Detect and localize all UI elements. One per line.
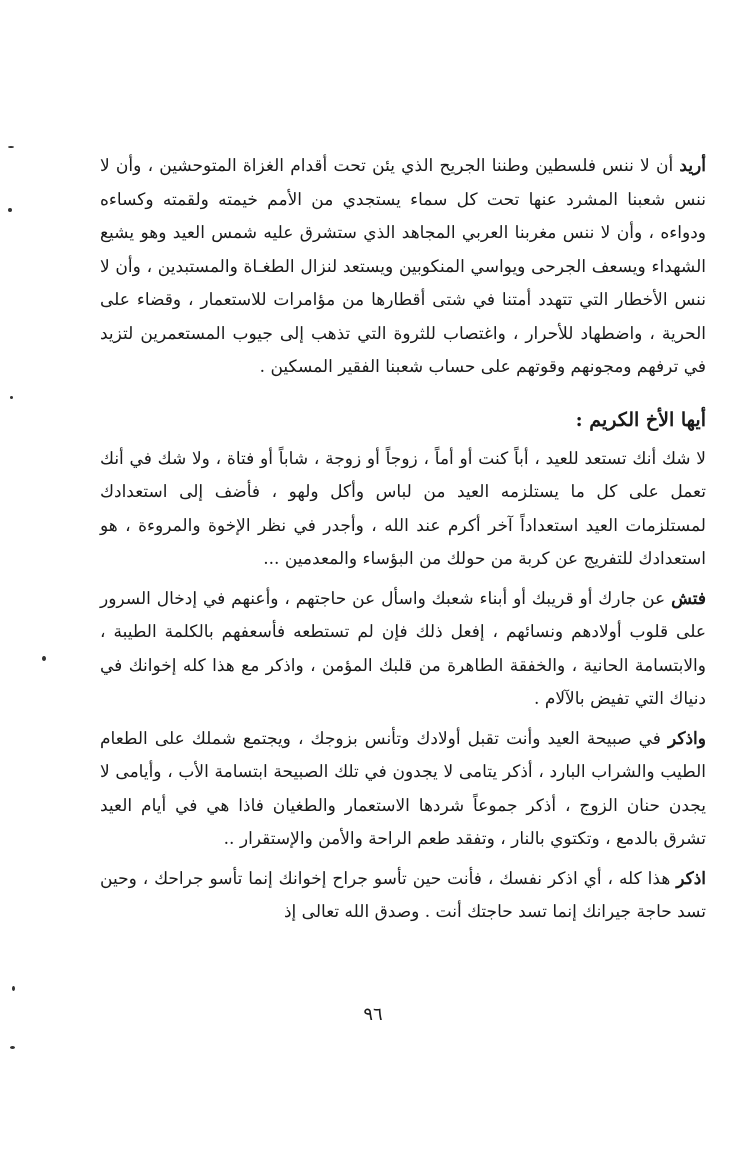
paragraph-5 <box>100 863 706 930</box>
paragraph-3-lead-word: فتش <box>671 588 706 609</box>
margin-speck-6 <box>10 1046 15 1049</box>
paragraph-4-lead-word: واذكر <box>668 728 706 749</box>
paragraph-1 <box>100 150 706 385</box>
paragraph-5-text: هذا كله ، أي اذكر نفسك ، فأنت حين تأسو جراح إخوانك إنما تأسو جراحك ، وحين تسد حاجة جيرانك إنما تسد حاجتك أنت . وصدق الله تعالى إذ <box>100 868 706 922</box>
paragraph-1-lead-word: أريد <box>679 156 706 176</box>
margin-speck-4 <box>42 656 46 661</box>
paragraph-5-lead-word: اذكر <box>676 868 706 889</box>
page-number: ٩٦ <box>363 1004 383 1025</box>
body-text <box>100 150 706 930</box>
paragraph-4 <box>100 723 706 857</box>
margin-speck-1 <box>8 146 14 148</box>
paragraph-1-text: أن لا ننس فلسطين وطننا الجريح الذي يئن تحت أقدام الغزاة المتوحشين ، وأن لا ننس شعبنا المشرد عنها تحت كل سماء يستجدي من الأمم خيمته ولقمته وكساءه ودواءه ، وأن لا ننس مغربنا العربي المجاهد الذي ستشرق عليه شمس العيد وهو يشيع الشهداء ويسعف الجرحى ويواسي المنكوبين ويستعد لنزال الطغـاة والمستبدين ، وأن لا ننس الأخطار التي تتهدد أمتنا في شتى أقطارها من مؤامرات للاستعمار ، وقضاء على الحرية ، واضطهاد للأحرار ، واغتصاب للثروة التي تذهب إلى جيوب المستعمرين لتزيد في ترفهم ومجونهم وقوتهم على حساب شعبنا الفقير المسكين . <box>100 156 706 377</box>
paragraph-3 <box>100 583 706 717</box>
paragraph-4-text: في صبيحة العيد وأنت تقبل أولادك وتأنس بزوجك ، ويجتمع شملك على الطعام الطيب والشراب البارد ، أذكر يتامى لا يجدون في تلك الصبيحة ابتسامة الأب ، وأيامى لا يجدن حنان الزوج ، أذكر جموعاً شردها الاستعمار والطغيان فاذا هي في أيام العيد تشرق بالدمع ، وتكتوي بالنار ، وتفقد طعم الراحة والأمن والإستقرار .. <box>100 728 706 849</box>
margin-speck-2 <box>8 208 12 212</box>
paragraph-2 <box>100 443 706 577</box>
margin-speck-5 <box>12 986 15 991</box>
section-heading: أيها الأخ الكريم : <box>575 408 706 431</box>
paragraph-2-text: لا شك أنك تستعد للعيد ، أباً كنت أو أماً ، زوجاً أو زوجة ، شاباً أو فتاة ، ولا شك في أنك تعمل على كل ما يستلزمه العيد من لباس وأكل ولهو ، فأضف إلى استعدادك لمستلزمات العيد استعداداً آخر أكرم عند الله ، وأجدر في نظر الإخوة والمروءة ، هو استعدادك للتفريج عن كربة من حولك من البؤساء والمعدمين ... <box>100 448 706 569</box>
margin-speck-3 <box>10 396 13 399</box>
paragraph-3-text: عن جارك أو قريبك أو أبناء شعبك واسأل عن حاجتهم ، وأعنهم في إدخال السرور على قلوب أولادهم ونسائهم ، إفعل ذلك فإن لم تستطعه فأسعفهم بالكلمة الطيبة ، والابتسامة الحانية ، والخفقة الطاهرة من قلبك المؤمن ، واذكر مع هذا كله إخوانك في دنياك التي تفيض بالآلام . <box>100 588 706 709</box>
